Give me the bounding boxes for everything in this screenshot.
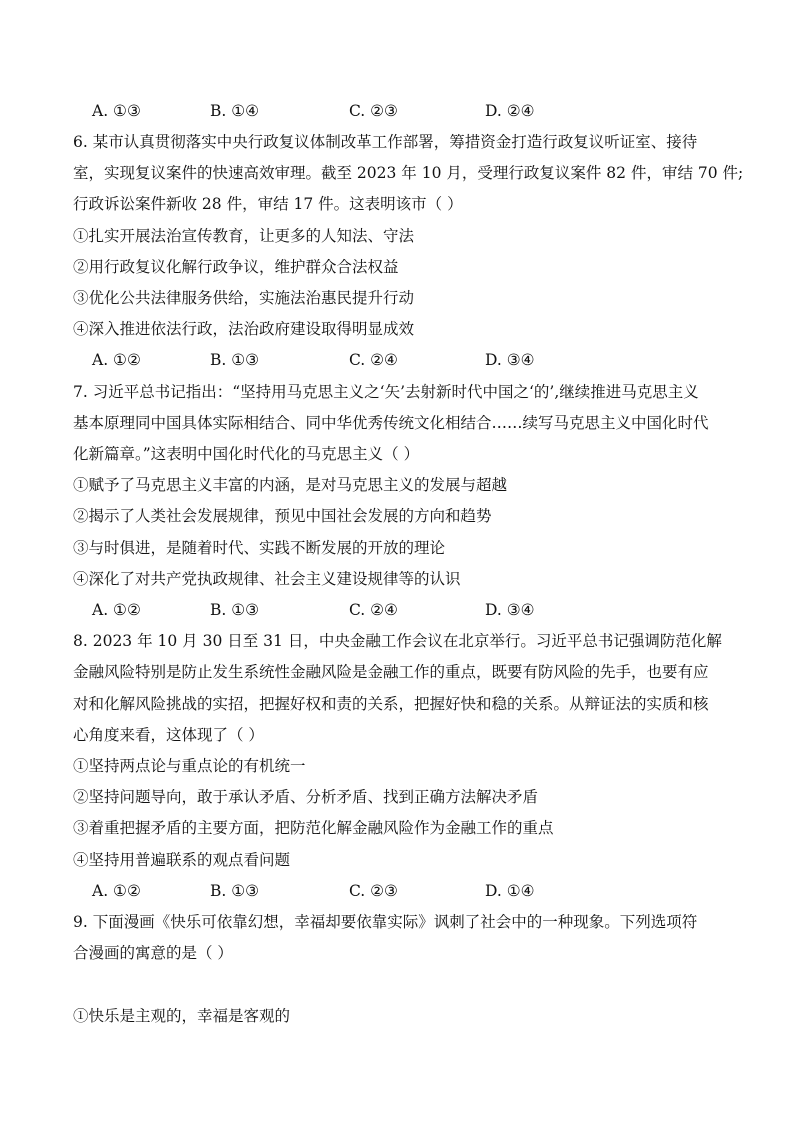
q7-stem-line-2: 基本原理同中国具体实际相结合、同中华优秀传统文化相结合……续写马克思主义中国化时代 <box>73 414 709 432</box>
q7-option-b[interactable]: B. ①③ <box>210 601 260 619</box>
q6-statement-4: ④深入推进依法行政，法治政府建设取得明显成效 <box>73 320 415 338</box>
q6-statement-3: ③优化公共法律服务供给，实施法治惠民提升行动 <box>73 289 415 307</box>
q6-stem-line-1: 6. 某市认真贯彻落实中央行政复议体制改革工作部署，筹措资金打造行政复议听证室、接待 <box>73 133 698 151</box>
q8-stem-line-1: 8. 2023 年 10 月 30 日至 31 日，中央金融工作会议在北京举行。习近平总书记强调防范化解 <box>73 632 722 650</box>
q7-stem-line-3: 化新篇章。”这表明中国化时代化的马克思主义（ ） <box>73 445 420 463</box>
q7-stem-line-1: 7. 习近平总书记指出：“坚持用马克思主义之‘矢’去射新时代中国之‘的’,继续推进马克思主义 <box>73 383 699 401</box>
q8-option-b[interactable]: B. ①③ <box>210 882 260 900</box>
q8-statement-1: ①坚持两点论与重点论的有机统一 <box>73 757 306 775</box>
q7-option-d[interactable]: D. ③④ <box>485 601 535 619</box>
q8-stem-line-3: 对和化解风险挑战的实招，把握好权和责的关系，把握好快和稳的关系。从辩证法的实质和核 <box>73 695 709 713</box>
q6-option-a[interactable]: A. ①② <box>92 351 141 369</box>
q5-option-d[interactable]: D. ②④ <box>485 102 535 120</box>
q6-statement-1: ①扎实开展法治宣传教育，让更多的人知法、守法 <box>73 227 415 245</box>
q6-option-d[interactable]: D. ③④ <box>485 351 535 369</box>
q6-stem-line-3: 行政诉讼案件新收 28 件，审结 17 件。这表明该市（ ） <box>73 195 463 213</box>
q5-options <box>92 101 732 121</box>
q5-option-c[interactable]: C. ②③ <box>349 102 398 120</box>
q7-statement-2: ②揭示了人类社会发展规律，预见中国社会发展的方向和趋势 <box>73 507 492 525</box>
q6-stem-line-2: 室，实现复议案件的快速高效审理。截至 2023 年 10 月，受理行政复议案件 82 件，审结 70 件; <box>73 164 744 182</box>
q8-statement-3: ③着重把握矛盾的主要方面，把防范化解金融风险作为金融工作的重点 <box>73 819 554 837</box>
q5-option-b[interactable]: B. ①④ <box>210 102 260 120</box>
q8-option-c[interactable]: C. ②③ <box>349 882 398 900</box>
q7-options <box>92 600 732 620</box>
q9-statement-1: ①快乐是主观的，幸福是客观的 <box>73 1007 291 1025</box>
q7-statement-1: ①赋予了马克思主义丰富的内涵，是对马克思主义的发展与超越 <box>73 476 508 494</box>
q8-option-a[interactable]: A. ①② <box>92 882 141 900</box>
q9-stem-line-2: 合漫画的寓意的是（ ） <box>73 944 233 962</box>
q7-statement-4: ④深化了对共产党执政规律、社会主义建设规律等的认识 <box>73 570 461 588</box>
q8-stem-line-2: 金融风险特别是防止发生系统性金融风险是金融工作的重点，既要有防风险的先手，也要有应 <box>73 663 709 681</box>
q8-stem-line-4: 心角度来看，这体现了（ ） <box>73 726 264 744</box>
q8-statement-4: ④坚持用普遍联系的观点看问题 <box>73 851 291 869</box>
q7-option-a[interactable]: A. ①② <box>92 601 141 619</box>
q5-option-a[interactable]: A. ①③ <box>92 102 141 120</box>
q7-statement-3: ③与时俱进，是随着时代、实践不断发展的开放的理论 <box>73 539 446 557</box>
q6-option-c[interactable]: C. ②④ <box>349 351 398 369</box>
q6-option-b[interactable]: B. ①③ <box>210 351 260 369</box>
q8-options <box>92 881 732 901</box>
q8-statement-2: ②坚持问题导向，敢于承认矛盾、分析矛盾、找到正确方法解决矛盾 <box>73 788 539 806</box>
q9-stem-line-1: 9. 下面漫画《快乐可依靠幻想，幸福却要依靠实际》讽刺了社会中的一种现象。下列选项符 <box>73 913 698 931</box>
q8-option-d[interactable]: D. ①④ <box>485 882 535 900</box>
q6-options <box>92 350 732 370</box>
q7-option-c[interactable]: C. ②④ <box>349 601 398 619</box>
q6-statement-2: ②用行政复议化解行政争议，维护群众合法权益 <box>73 258 399 276</box>
